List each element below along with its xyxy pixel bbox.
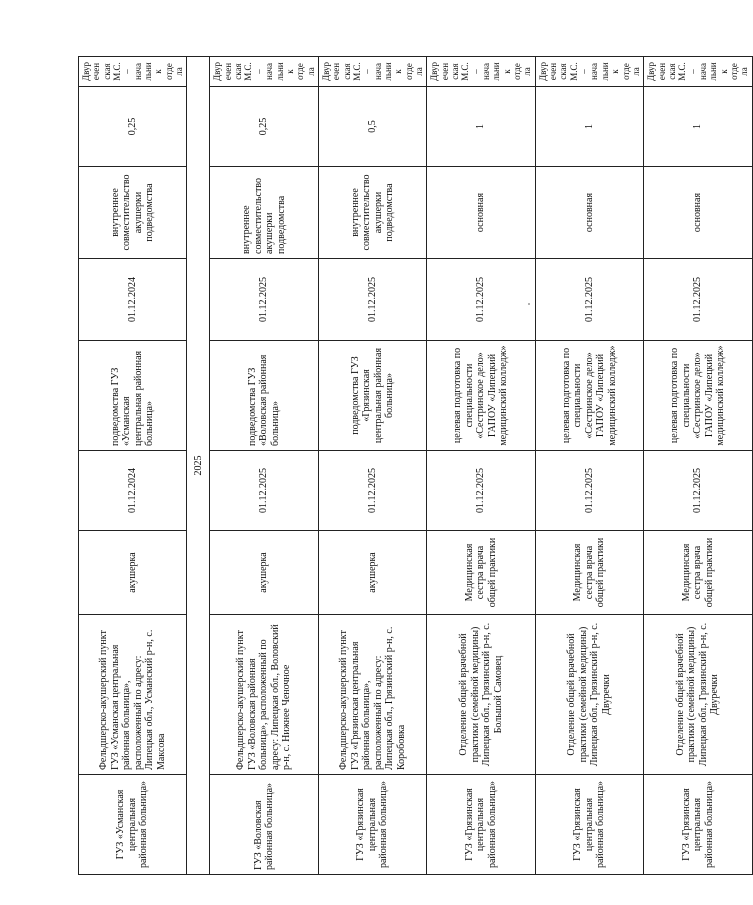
cell-org: ГУЗ «Грязинская центральная районная больница»: [535, 775, 643, 875]
table-row: [318, 57, 426, 875]
cell-date-from: 01.12.2025: [210, 451, 318, 531]
cell-date-to: 01.12.2025: [318, 259, 426, 341]
cell-org: ГУЗ «Грязинская центральная районная больница»: [427, 775, 535, 875]
cell-department: Отделение общей врачебной практики (семейной медицины) Липецкая обл., Грязинский р-н, с. Двуречки: [535, 615, 643, 775]
cell-executor: Двуреченская М.С. – начальник отдела: [427, 57, 535, 87]
cell-position: акушерка: [318, 531, 426, 615]
cell-date-to: 01.12.2025: [644, 259, 752, 341]
year-label: 2025: [187, 57, 210, 875]
cell-position: Медицинская сестра врача общей практики: [644, 531, 752, 615]
cell-reason: подведомства ГУЗ «Грязинская центральная районная больница»: [318, 341, 426, 451]
cell-employment: основная: [644, 167, 752, 259]
cell-rate: 1: [427, 87, 535, 167]
cell-employment: внутреннее совместительство акушерки подведомства: [210, 167, 318, 259]
cell-date-to: 01.12.2025: [210, 259, 318, 341]
rotated-table-wrapper: [78, 57, 750, 875]
cell-position: Медицинская сестра врача общей практики: [535, 531, 643, 615]
table-row: [427, 57, 535, 875]
cell-rate: 1: [644, 87, 752, 167]
cell-org: ГУЗ «Грязинская центральная районная больница»: [644, 775, 752, 875]
cell-date-from: 01.12.2025: [644, 451, 752, 531]
cell-department: Отделение общей врачебной практики (семейной медицины) Липецкая обл., Грязинский р-н, с. Двуречки: [644, 615, 752, 775]
cell-reason: целевая подготовка по специальности «Сестринское дело» ГАПОУ «Липецкий медицинский колледж»: [427, 341, 535, 451]
cell-executor: Двуреченская М.С. – начальник отдела: [79, 57, 187, 87]
cell-org: ГУЗ «Грязинская центральная районная больница»: [318, 775, 426, 875]
table-row: [79, 57, 187, 875]
cell-reason: подведомства ГУЗ «Воловская районная больница»: [210, 341, 318, 451]
cell-employment: внутреннее совместительство акушерки подведомства: [79, 167, 187, 259]
scan-speck: [528, 303, 530, 305]
cell-employment: внутреннее совместительство акушерки подведомства: [318, 167, 426, 259]
cell-department: Фельдшерско-акушерский пункт ГУЗ «Грязинская центральная районная больница», расположенный по адресу: Липецкая обл., Грязинский р-н, с. Коробовка: [318, 615, 426, 775]
cell-employment: основная: [535, 167, 643, 259]
cell-executor: Двуреченская М.С. – начальник отдела: [210, 57, 318, 87]
cell-org: ГУЗ «Воловская районная больница»: [210, 775, 318, 875]
cell-executor: Двуреченская М.С. – начальник отдела: [644, 57, 752, 87]
cell-date-to: 01.12.2025: [427, 259, 535, 341]
cell-department: Отделение общей врачебной практики (семейной медицины) Липецкая обл., Грязинский р-н, с. Большой Самовец: [427, 615, 535, 775]
cell-date-from: 01.12.2025: [318, 451, 426, 531]
cell-executor: Двуреченская М.С. – начальник отдела: [535, 57, 643, 87]
cell-date-from: 01.12.2025: [427, 451, 535, 531]
year-row: [187, 57, 210, 875]
cell-department: Фельдшерско-акушерский пункт ГУЗ «Усманская центральная районная больница», расположенный по адресу: Липецкая обл., Усманский р-н, с. Максова: [79, 615, 187, 775]
cell-rate: 0,25: [79, 87, 187, 167]
cell-rate: 0,25: [210, 87, 318, 167]
cell-date-from: 01.12.2024: [79, 451, 187, 531]
cell-reason: целевая подготовка по специальности «Сестринское дело» ГАПОУ «Липецкий медицинский колледж»: [535, 341, 643, 451]
staffing-table: [78, 56, 753, 875]
cell-department: Фельдшерско-акушерский пункт ГУЗ «Воловская районная больница», расположенный по адресу: Липецкая обл., Воловский р-н, с. Нижнее Ченочное: [210, 615, 318, 775]
cell-rate: 1: [535, 87, 643, 167]
cell-employment: основная: [427, 167, 535, 259]
cell-reason: целевая подготовка по специальности «Сестринское дело» ГАПОУ «Липецкий медицинский колледж»: [644, 341, 752, 451]
table-row: [535, 57, 643, 875]
cell-position: акушерка: [210, 531, 318, 615]
table-row: [210, 57, 318, 875]
cell-position: Медицинская сестра врача общей практики: [427, 531, 535, 615]
cell-position: акушерка: [79, 531, 187, 615]
cell-rate: 0,5: [318, 87, 426, 167]
cell-date-to: 01.12.2025: [535, 259, 643, 341]
cell-date-from: 01.12.2025: [535, 451, 643, 531]
table-row: [644, 57, 752, 875]
cell-date-to: 01.12.2024: [79, 259, 187, 341]
cell-executor: Двуреченская М.С. – начальник отдела: [318, 57, 426, 87]
cell-org: ГУЗ «Усманская центральная районная больница»: [79, 775, 187, 875]
cell-reason: подведомства ГУЗ «Усманская центральная районная больница»: [79, 341, 187, 451]
